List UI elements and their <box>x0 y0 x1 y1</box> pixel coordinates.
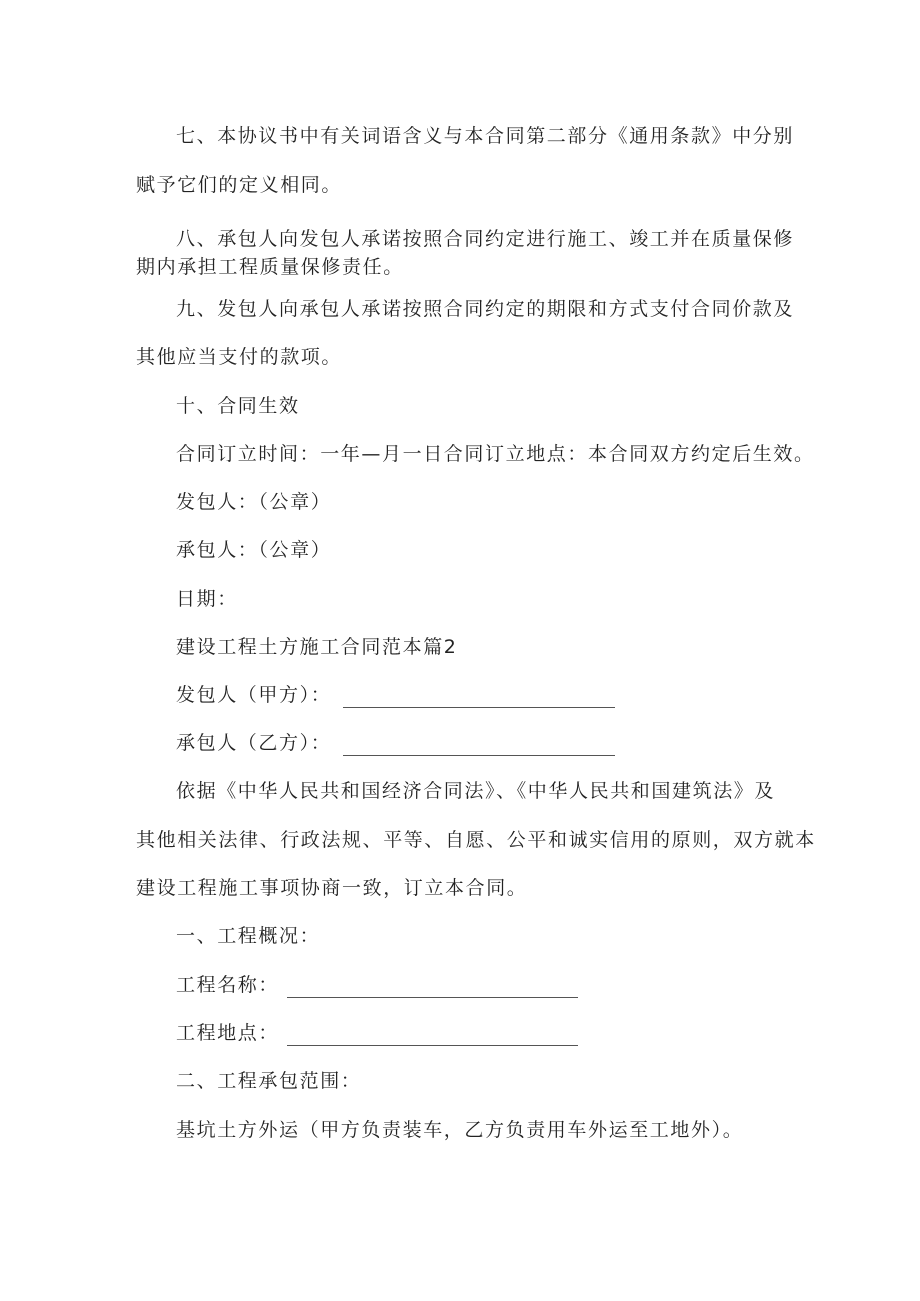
contractor-seal-line: 承包人：（公章） <box>176 539 332 561</box>
project-name-blank[interactable] <box>287 979 578 998</box>
contract-signing-info: 合同订立时间：一年—月一日合同订立地点：本合同双方约定后生效。 <box>176 443 815 465</box>
employer-seal-line: 发包人：（公章） <box>176 491 332 513</box>
clause-10-heading: 十、合同生效 <box>176 395 300 417</box>
clause-8-line-1: 八、承包人向发包人承诺按照合同约定进行施工、竣工并在质量保修 <box>176 228 795 250</box>
item-1-heading: 一、工程概况： <box>176 925 321 947</box>
project-site-field <box>176 1020 578 1046</box>
project-site-blank[interactable] <box>287 1027 578 1046</box>
scope-description: 基坑土方外运（甲方负责装车，乙方负责用车外运至工地外）。 <box>176 1119 744 1141</box>
party-b-label: 承包人（乙方）： <box>176 732 332 754</box>
intro-line-1: 依据《中华人民共和国经济合同法》、《中华人民共和国建筑法》及 <box>176 780 776 802</box>
intro-line-2: 其他相关法律、行政法规、平等、自愿、公平和诚实信用的原则，双方就本 <box>136 829 816 851</box>
item-2-heading: 二、工程承包范围： <box>176 1070 362 1092</box>
clause-9-line-2: 其他应当支付的款项。 <box>136 346 343 368</box>
party-b-field <box>176 730 615 756</box>
party-a-blank[interactable] <box>343 689 615 708</box>
project-site-label: 工程地点： <box>176 1022 280 1044</box>
clause-7-line-1: 七、本协议书中有关词语含义与本合同第二部分《通用条款》中分别 <box>176 125 795 147</box>
section-title: 建设工程土方施工合同范本篇2 <box>176 636 458 658</box>
date-line: 日期： <box>176 588 238 610</box>
clause-9-line-1: 九、发包人向承包人承诺按照合同约定的期限和方式支付合同价款及 <box>176 298 795 320</box>
clause-7-line-2: 赋予它们的定义相同。 <box>136 174 343 196</box>
project-name-label: 工程名称： <box>176 974 280 996</box>
clause-8-line-2: 期内承担工程质量保修责任。 <box>136 256 404 278</box>
intro-line-3: 建设工程施工事项协商一致，订立本合同。 <box>136 877 528 899</box>
project-name-field <box>176 972 578 998</box>
party-a-field <box>176 682 615 708</box>
party-b-blank[interactable] <box>343 737 615 756</box>
party-a-label: 发包人（甲方）： <box>176 684 332 706</box>
